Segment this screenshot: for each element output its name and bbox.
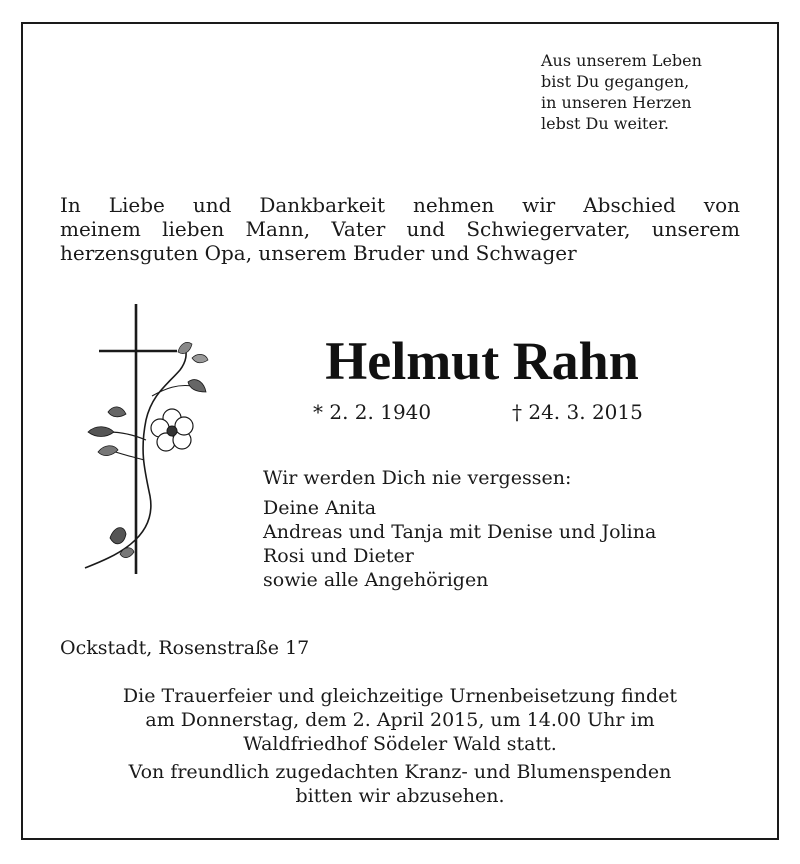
motto-line: bist Du gegangen, (541, 72, 690, 91)
ceremony-info (40, 684, 760, 808)
motto-line: Aus unserem Leben (541, 51, 702, 70)
ceremony-line: am Donnerstag, dem 2. April 2015, um 14.00 Uhr im (145, 709, 655, 731)
deceased-name: Helmut Rahn (325, 331, 639, 391)
flowers-request-line: Von freundlich zugedachten Kranz- und Blumenspenden (128, 761, 672, 783)
leaf-icon (188, 380, 206, 392)
motto-line: lebst Du weiter. (541, 114, 669, 133)
mourner-name: Rosi und Dieter (263, 545, 414, 567)
mourner-name: Deine Anita (263, 497, 377, 519)
leaf-icon (108, 407, 126, 417)
flowers-request-line: bitten wir abzusehen. (295, 785, 505, 807)
death-date: † 24. 3. 2015 (512, 400, 643, 424)
flower-branch (108, 432, 146, 440)
motto (541, 50, 741, 134)
mourners-block (263, 466, 743, 592)
mourner-name: Andreas und Tanja mit Denise und Jolina (263, 521, 657, 543)
intro-line: meinem lieben Mann, Vater und Schwiegervater, unserem (60, 217, 740, 241)
ceremony-line: Waldfriedhof Södeler Wald statt. (243, 733, 557, 755)
leaf-icon (178, 342, 192, 353)
intro-line: In Liebe und Dankbarkeit nehmen wir Abschied von (60, 193, 740, 217)
birth-date: * 2. 2. 1940 (313, 400, 432, 424)
flower-blossom-icon (151, 409, 193, 451)
ceremony-line: Die Trauerfeier und gleichzeitige Urnenbeisetzung findet (122, 685, 678, 707)
leaf-icon (110, 528, 126, 544)
leaf-icon (120, 548, 134, 558)
intro-text (60, 193, 740, 265)
motto-line: in unseren Herzen (541, 93, 692, 112)
intro-line: herzensguten Opa, unserem Bruder und Schwager (60, 241, 577, 265)
mourner-name: sowie alle Angehörigen (263, 569, 489, 591)
leaf-icon (192, 354, 208, 362)
leaf-icon (98, 446, 118, 456)
cross-with-flower-icon (80, 300, 220, 580)
leaf-icon (88, 427, 114, 437)
mourners-heading: Wir werden Dich nie vergessen: (263, 467, 572, 489)
address: Ockstadt, Rosenstraße 17 (60, 637, 310, 659)
